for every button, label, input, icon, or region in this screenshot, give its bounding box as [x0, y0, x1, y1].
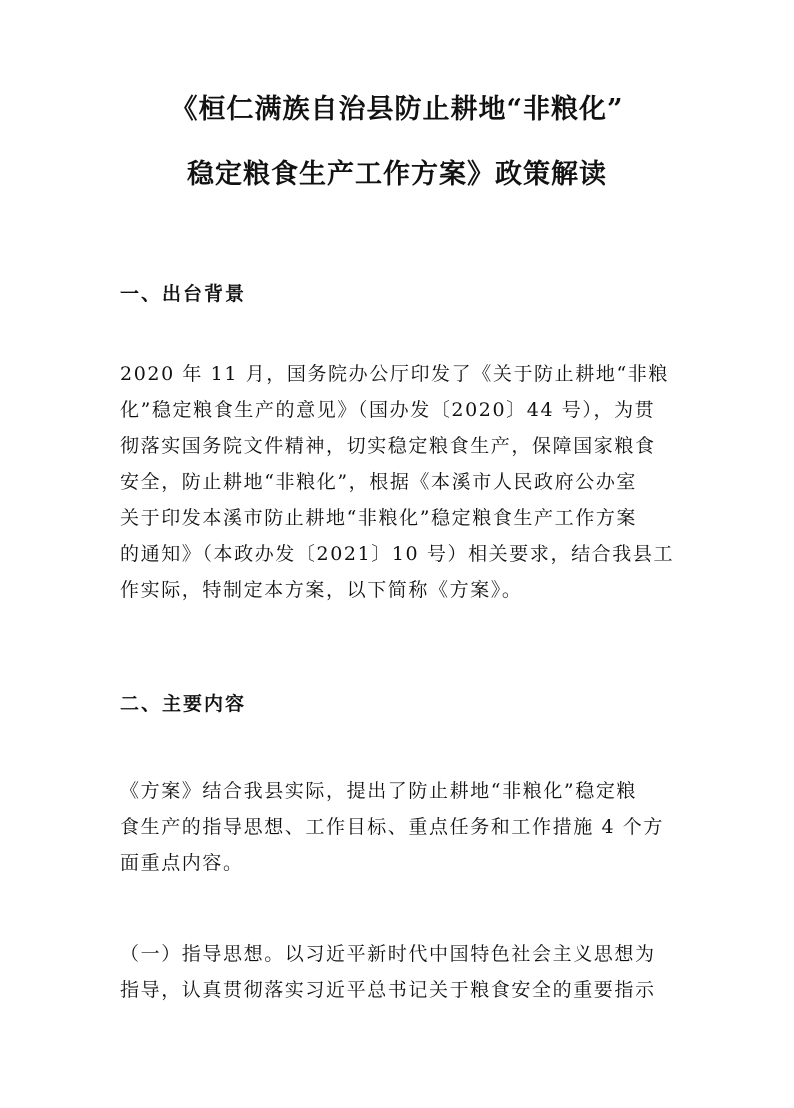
paragraph-line: 的通知》（本政办发〔2021〕10 号）相关要求，结合我县工 — [120, 543, 675, 565]
paragraph-line: 食生产的指导思想、工作目标、重点任务和工作措施 4 个方 — [120, 816, 664, 838]
paragraph-line: （一）指导思想。以习近平新时代中国特色社会主义思想为 — [120, 943, 656, 965]
paragraph-line: 作实际，特制定本方案，以下简称《方案》。 — [120, 579, 523, 601]
paragraph-line: 指导，认真贯彻落实习近平总书记关于粮食安全的重要指示 — [120, 979, 656, 1001]
paragraph-background — [120, 356, 680, 608]
paragraph-line: 安全，防止耕地“非粮化”，根据《本溪市人民政府公办室 — [120, 471, 638, 493]
paragraph-line: 2020 年 11 月，国务院办公厅印发了《关于防止耕地“非粮 — [120, 363, 669, 385]
paragraph-main-content-intro — [120, 773, 680, 881]
section-heading-background: 一、出台背景 — [120, 283, 247, 305]
section-heading-main-content: 二、主要内容 — [120, 693, 247, 715]
paragraph-line: 面重点内容。 — [120, 852, 244, 874]
paragraph-line: 关于印发本溪市防止耕地“非粮化”稳定粮食生产工作方案 — [120, 507, 638, 529]
paragraph-line: 化”稳定粮食生产的意见》（国办发〔2020〕44 号），为贯 — [120, 399, 656, 421]
paragraph-line: 彻落实国务院文件精神，切实稳定粮食生产，保障国家粮食 — [120, 435, 656, 457]
document-title-line-2: 稳定粮食生产工作方案》政策解读 — [187, 159, 607, 190]
document-title-line-1: 《桓仁满族自治县防止耕地“非粮化” — [170, 94, 624, 125]
paragraph-guiding-ideology — [120, 936, 680, 1008]
paragraph-line: 《方案》结合我县实际，提出了防止耕地“非粮化”稳定粮 — [120, 780, 638, 802]
